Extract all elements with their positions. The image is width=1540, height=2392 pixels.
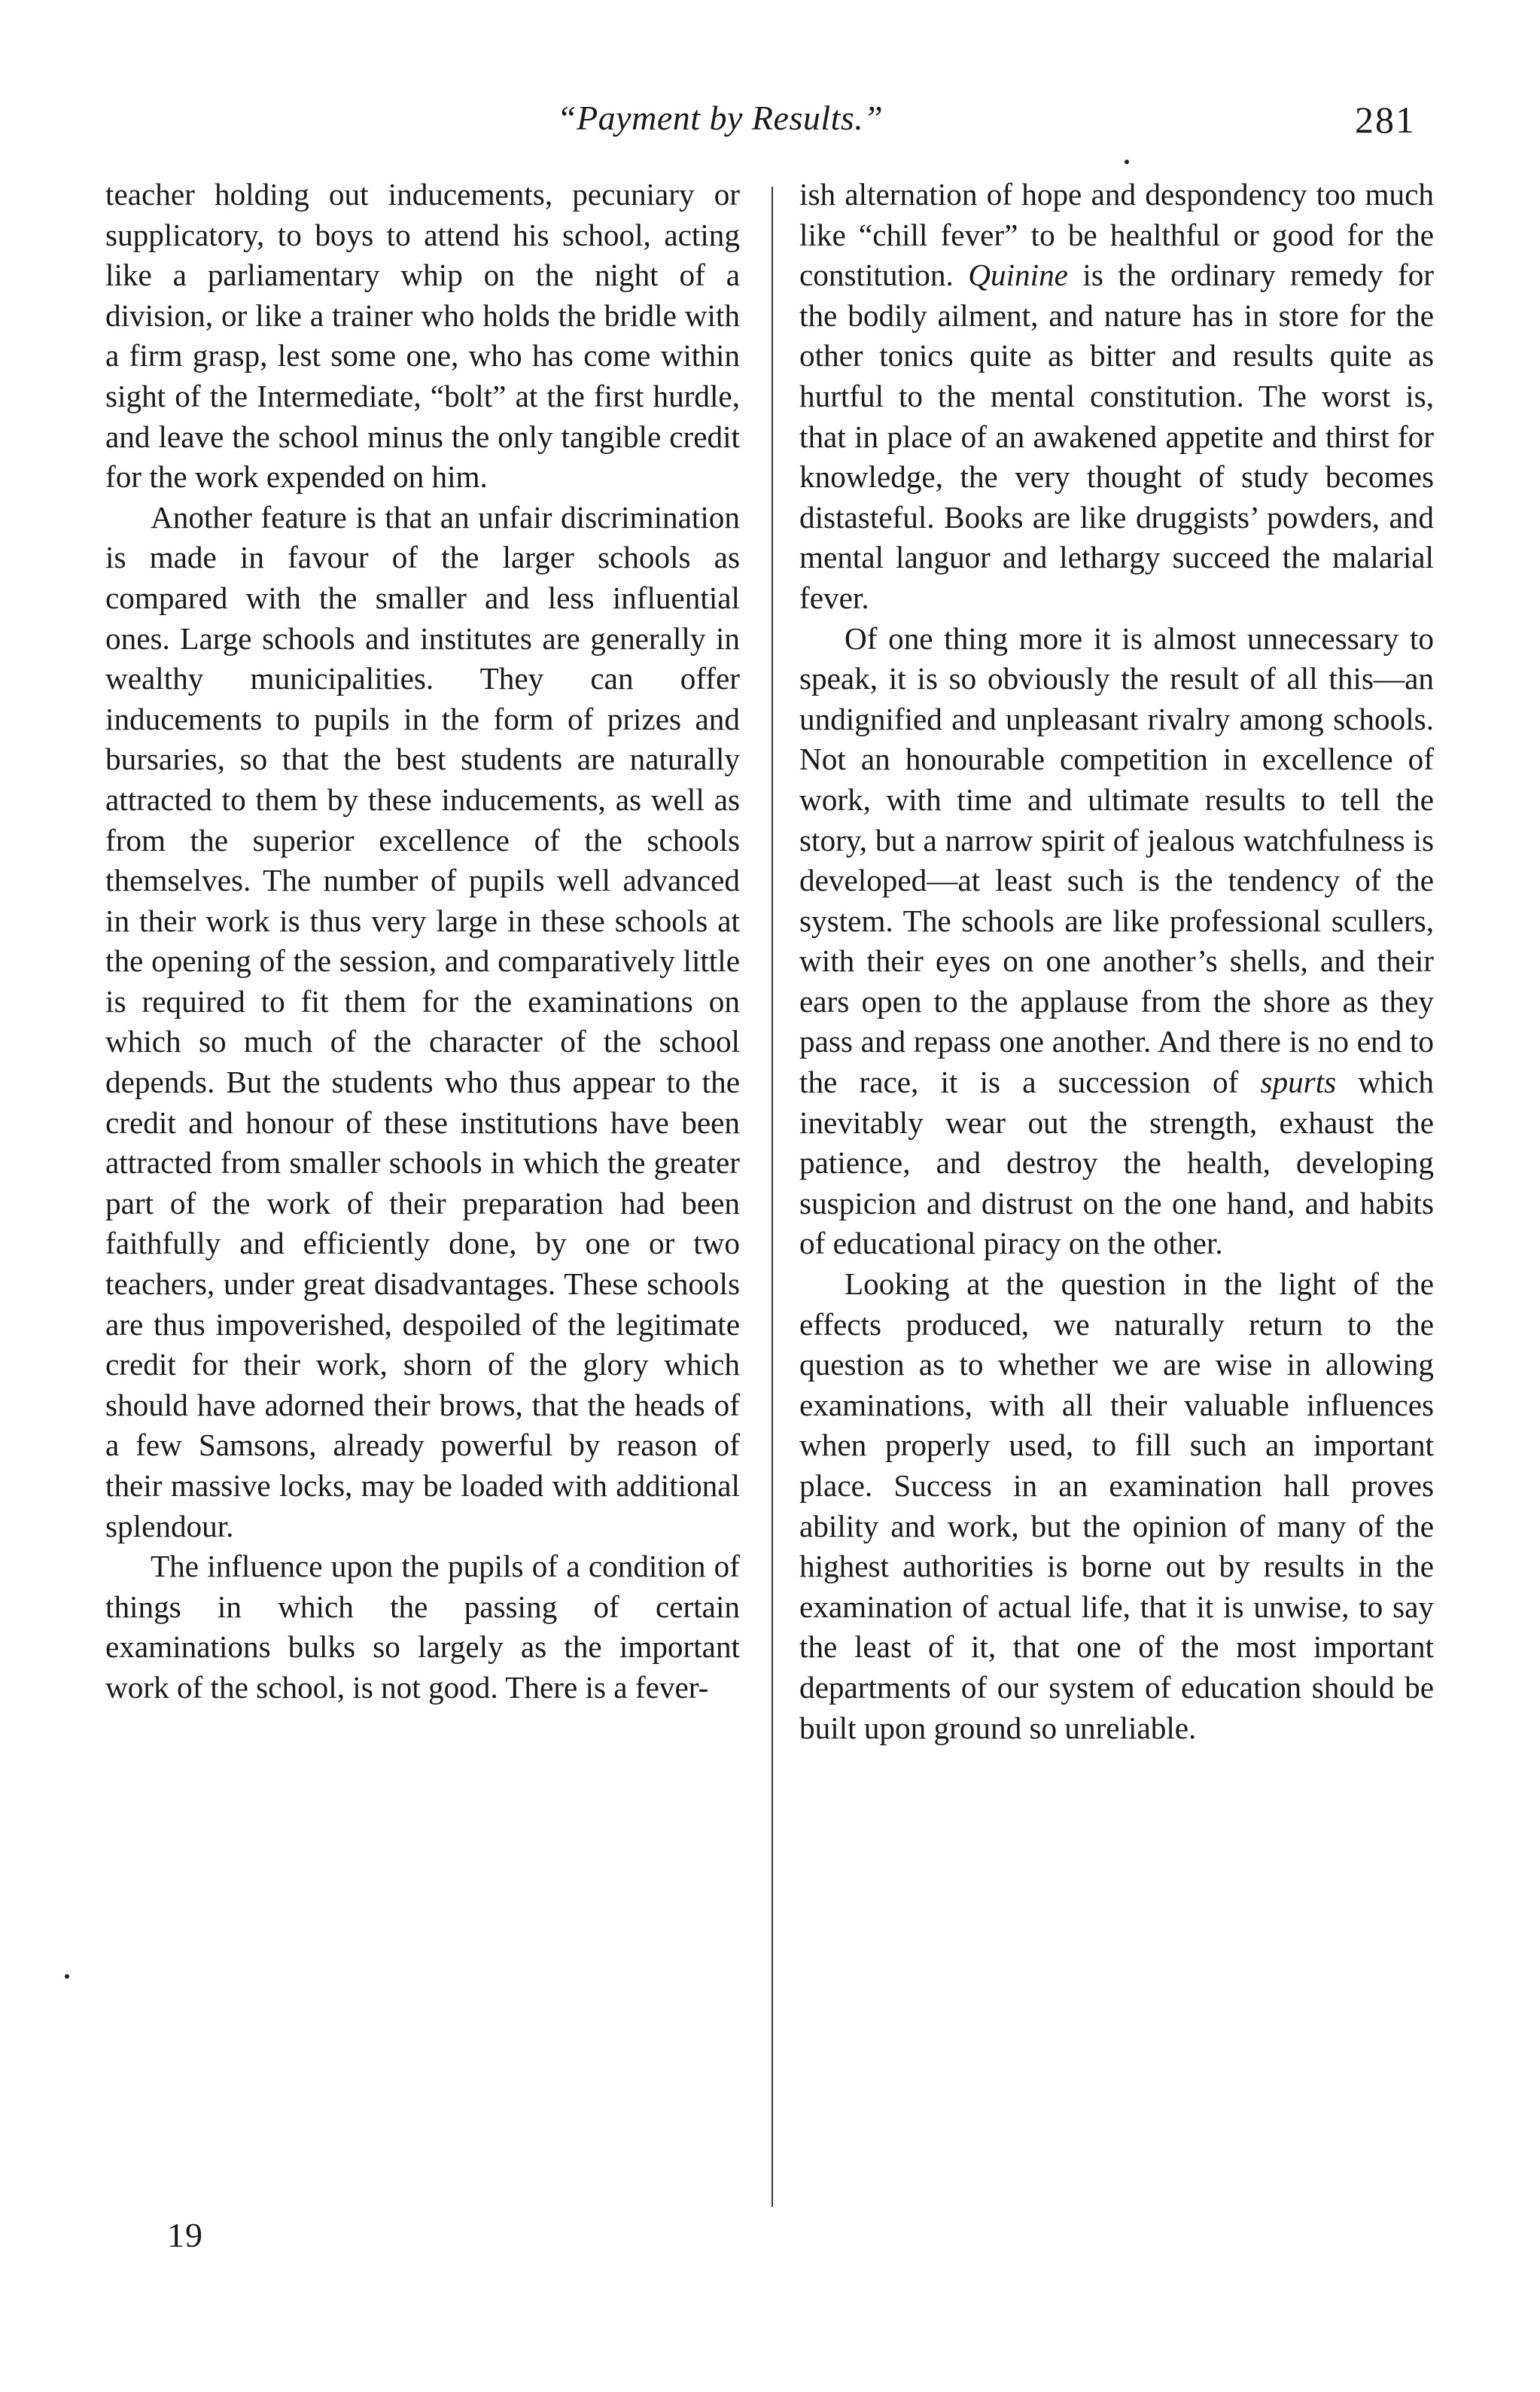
- page-number: 281: [1355, 99, 1416, 141]
- printer-dot: [1125, 160, 1129, 164]
- left-column: [105, 175, 740, 1708]
- left-paragraph-2: Another feature is that an unfair discrimination is made in favour of the larger schools as compared with the smaller and less influential ones. Large schools and institutes are generally in wealthy municipalities. They can offer inducements to pupils in the form of prizes and bursaries, so that the best students are naturally attracted to them by these inducements, as well as from the superior excellence of the schools themselves. The number of pupils well advanced in their work is thus very large in these schools at the opening of the session, and comparatively little is required to fit them for the examinations on which so much of the character of the school depends. But the students who thus appear to the credit and honour of these institutions have been attracted from smaller schools in which the greater part of the work of their preparation had been faithfully and efficiently done, by one or two teachers, under great disadvantages. These schools are thus impoverished, despoiled of the legitimate credit for their work, shorn of the glory which should have adorned their brows, that the heads of a few Samsons, already powerful by reason of their massive locks, may be loaded with additional splendour.: [105, 499, 740, 1543]
- right-column: [799, 175, 1434, 1748]
- right-paragraph-2-text-b: which inevitably wear out the strength, exhaust the patience, and destroy the health, developing suspicion and distrust on the one hand, and habits of educational piracy on the other.: [799, 1065, 1435, 1261]
- right-paragraph-2-text-a: Of one thing more it is almost unnecessary to speak, it is so obviously the result of all this—an undignified and unpleasant rivalry among schools. Not an honourable competition in excellence of work, with time and ultimate results to tell the story, but a narrow spirit of jealous watchfulness is developed—at least such is the tendency of the system. The schools are like professional scullers, with their eyes on one another’s shells, and their ears open to the applause from the shore as they pass and repass one another. And there is no end to the race, it is a succession of: [799, 620, 1434, 1100]
- right-paragraph-1-text-b: is the ordinary remedy for the bodily ailment, and nature has in store for the other tonics quite as bitter and results quite as hurtful to the mental constitution. The worst is, that in place of an awakened appetite and thirst for knowledge, the very thought of study becomes distasteful. Books are like druggists’ powders, and mental languor and lethargy succeed the malarial fever.: [799, 257, 1435, 615]
- column-rule: [772, 187, 773, 2207]
- running-head: [0, 98, 1540, 151]
- margin-mark: [65, 1974, 69, 1979]
- left-paragraph-1: teacher holding out inducements, pecuniary or supplicatory, to boys to attend his school, acting like a parliamentary whip on the night of a division, or like a trainer who holds the bridle with a firm grasp, lest some one, who has come within sight of the Intermediate, “bolt” at the first hurdle, and leave the school minus the only tangible credit for the work expended on him.: [105, 177, 740, 495]
- signature-mark: 19: [167, 2216, 203, 2254]
- right-paragraph-2: [799, 619, 1434, 1265]
- spurts-word: spurts: [1260, 1065, 1337, 1100]
- right-paragraph-1: [799, 175, 1434, 619]
- running-title: “Payment by Results.”: [557, 99, 884, 137]
- quinine-word: Quinine: [968, 257, 1068, 293]
- left-paragraph-3: The influence upon the pupils of a condition of things in which the passing of certain examinations bulks so largely as the important work of the school, is not good. There is a fever-: [105, 1549, 740, 1705]
- right-paragraph-1-text-a: ish alternation of hope and despondency too much like “chill fever” to be healthful or good for the constitution.: [799, 177, 1434, 293]
- right-paragraph-3: Looking at the question in the light of the effects produced, we naturally return to the question as to whether we are wise in allowing examinations, with all their valuable influences when properly used, to fill such an important place. Success in an examination hall proves ability and work, but the opinion of many of the highest authorities is borne out by results in the examination of actual life, that it is unwise, to say the least of it, that one of the most important departments of our system of education should be built upon ground so unreliable.: [799, 1266, 1434, 1745]
